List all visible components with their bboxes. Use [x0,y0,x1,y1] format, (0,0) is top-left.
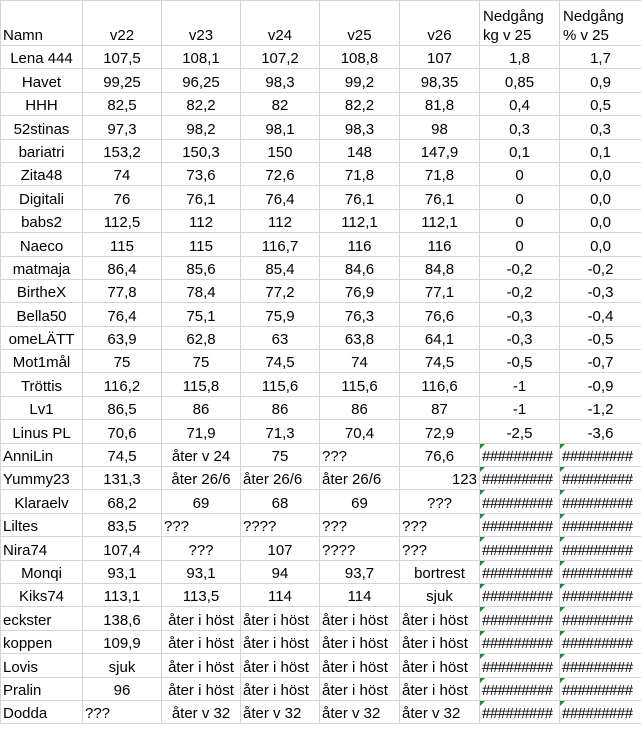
cell-v26[interactable]: 116 [400,233,480,256]
cell-loss-pct[interactable]: ######### [560,654,641,677]
cell-loss-kg[interactable]: ######### [480,560,560,583]
cell-loss-kg[interactable]: -1 [480,373,560,396]
table-row [1,350,641,373]
table-row [1,92,641,115]
cell-v26[interactable]: 81,8 [400,92,480,115]
cell-v22[interactable]: 75 [83,350,162,373]
cell-name[interactable]: Kiks74 [1,583,83,606]
cell-v22[interactable]: 115 [83,233,162,256]
cell-v22[interactable]: 112,5 [83,209,162,232]
cell-v24[interactable]: 74,5 [241,350,320,373]
cell-v23[interactable]: åter i höst [162,654,241,677]
header-loss-kg-line1: Nedgång [483,8,544,25]
cell-v22[interactable]: 74,5 [83,443,162,466]
cell-v26[interactable]: 76,6 [400,303,480,326]
cell-v26[interactable]: 77,1 [400,279,480,302]
cell-loss-kg[interactable]: 0,4 [480,92,560,115]
cell-v24[interactable]: 86 [241,396,320,419]
cell-v22[interactable]: ??? [83,700,162,723]
table-row [1,654,641,677]
cell-name[interactable]: Pralin [1,677,83,700]
cell-v22[interactable]: 70,6 [83,420,162,443]
cell-v25[interactable]: ??? [320,513,400,536]
cell-v23[interactable]: 112 [162,209,241,232]
cell-loss-pct[interactable]: ######### [560,700,641,723]
table-row [1,139,641,162]
table-row [1,443,641,466]
cell-v26[interactable]: åter i höst [400,677,480,700]
cell-loss-pct[interactable]: ######### [560,677,641,700]
cell-v22[interactable]: 83,5 [83,513,162,536]
cell-loss-kg[interactable]: 0,85 [480,69,560,92]
cell-loss-pct[interactable]: 0,5 [560,92,641,115]
cell-v24[interactable]: ???? [241,513,320,536]
cell-v26[interactable]: ??? [400,490,480,513]
cell-v23[interactable]: ??? [162,513,241,536]
cell-v24[interactable]: 63 [241,326,320,349]
cell-name[interactable]: AnniLin [1,443,83,466]
cell-loss-kg[interactable]: -0,2 [480,256,560,279]
cell-loss-pct[interactable]: -0,2 [560,256,641,279]
table-row [1,326,641,349]
cell-v24[interactable]: 114 [241,583,320,606]
cell-v22[interactable]: 99,25 [83,69,162,92]
cell-v22[interactable]: 138,6 [83,607,162,630]
table-row [1,467,641,490]
cell-loss-kg[interactable]: ######### [480,443,560,466]
cell-name[interactable]: Digitali [1,186,83,209]
cell-v25[interactable]: 76,9 [320,279,400,302]
cell-v23[interactable]: 73,6 [162,162,241,185]
cell-loss-pct[interactable]: 0,0 [560,186,641,209]
cell-loss-kg[interactable]: ######### [480,630,560,653]
cell-loss-pct[interactable]: -0,7 [560,350,641,373]
cell-name[interactable]: BirtheX [1,279,83,302]
cell-loss-pct[interactable]: ######### [560,607,641,630]
cell-v23[interactable]: 150,3 [162,139,241,162]
cell-v22[interactable]: 74 [83,162,162,185]
cell-loss-kg[interactable]: ######### [480,654,560,677]
cell-v26[interactable]: 147,9 [400,139,480,162]
cell-loss-pct[interactable]: -0,9 [560,373,641,396]
header-name[interactable]: Namn [1,1,83,46]
cell-v24[interactable]: 112 [241,209,320,232]
cell-name[interactable]: eckster [1,607,83,630]
cell-v24[interactable]: åter i höst [241,654,320,677]
cell-name[interactable]: Havet [1,69,83,92]
cell-v24[interactable]: 77,2 [241,279,320,302]
cell-loss-kg[interactable]: -0,5 [480,350,560,373]
cell-v25[interactable]: 86 [320,396,400,419]
cell-v22[interactable]: 109,9 [83,630,162,653]
cell-v23[interactable]: 96,25 [162,69,241,92]
cell-name[interactable]: matmaja [1,256,83,279]
header-v26[interactable]: v26 [400,1,480,46]
cell-v25[interactable]: 74 [320,350,400,373]
cell-loss-kg[interactable]: -0,2 [480,279,560,302]
cell-v24[interactable]: 76,4 [241,186,320,209]
cell-loss-pct[interactable]: 0,9 [560,69,641,92]
cell-loss-kg[interactable]: 1,8 [480,46,560,69]
cell-loss-kg[interactable]: -1 [480,396,560,419]
cell-v25[interactable]: åter v 32 [320,700,400,723]
cell-loss-pct[interactable]: 0,0 [560,233,641,256]
cell-v26[interactable]: åter i höst [400,654,480,677]
cell-v23[interactable]: 108,1 [162,46,241,69]
cell-v25[interactable]: 69 [320,490,400,513]
cell-v25[interactable]: 76,3 [320,303,400,326]
cell-v25[interactable]: ??? [320,443,400,466]
header-v23[interactable]: v23 [162,1,241,46]
cell-v25[interactable]: 148 [320,139,400,162]
cell-v26[interactable]: åter i höst [400,607,480,630]
cell-v22[interactable]: 76 [83,186,162,209]
cell-v23[interactable]: 86 [162,396,241,419]
cell-v25[interactable]: åter i höst [320,677,400,700]
table-row [1,396,641,419]
cell-loss-kg[interactable]: 0 [480,186,560,209]
cell-v23[interactable]: 82,2 [162,92,241,115]
cell-loss-kg[interactable]: ######### [480,700,560,723]
cell-v24[interactable]: 107,2 [241,46,320,69]
cell-v25[interactable]: 99,2 [320,69,400,92]
cell-v26[interactable]: åter i höst [400,630,480,653]
cell-v23[interactable]: 115,8 [162,373,241,396]
cell-v24[interactable]: åter i höst [241,677,320,700]
cell-loss-kg[interactable]: ######### [480,537,560,560]
cell-loss-pct[interactable]: ######### [560,537,641,560]
cell-v23[interactable]: åter i höst [162,677,241,700]
cell-v24[interactable]: 98,3 [241,69,320,92]
cell-loss-pct[interactable]: 1,7 [560,46,641,69]
table-row [1,162,641,185]
table-row [1,607,641,630]
cell-name[interactable]: babs2 [1,209,83,232]
cell-v24[interactable]: 82 [241,92,320,115]
cell-v26[interactable]: 64,1 [400,326,480,349]
cell-v25[interactable]: 114 [320,583,400,606]
table-row [1,233,641,256]
cell-v26[interactable]: bortrest [400,560,480,583]
cell-loss-pct[interactable]: ######### [560,513,641,536]
header-v22[interactable]: v22 [83,1,162,46]
cell-v26[interactable]: 76,6 [400,443,480,466]
cell-v24[interactable]: 107 [241,537,320,560]
cell-name[interactable]: Klaraelv [1,490,83,513]
table-row [1,420,641,443]
cell-v22[interactable]: 77,8 [83,279,162,302]
cell-v22[interactable]: 107,4 [83,537,162,560]
cell-v26[interactable]: 87 [400,396,480,419]
cell-loss-pct[interactable]: ######### [560,560,641,583]
cell-v22[interactable]: 116,2 [83,373,162,396]
table-row [1,560,641,583]
cell-v23[interactable]: åter i höst [162,630,241,653]
cell-loss-pct[interactable]: -3,6 [560,420,641,443]
cell-loss-kg[interactable]: 0,1 [480,139,560,162]
cell-name[interactable]: Nira74 [1,537,83,560]
header-row [1,1,641,46]
cell-v25[interactable]: 63,8 [320,326,400,349]
cell-v22[interactable]: 93,1 [83,560,162,583]
cell-v26[interactable]: sjuk [400,583,480,606]
cell-loss-pct[interactable]: 0,0 [560,209,641,232]
cell-loss-kg[interactable]: 0 [480,162,560,185]
cell-v24[interactable]: 72,6 [241,162,320,185]
cell-v25[interactable]: 112,1 [320,209,400,232]
cell-name[interactable]: Monqi [1,560,83,583]
cell-v24[interactable]: 116,7 [241,233,320,256]
cell-loss-pct[interactable]: 0,0 [560,162,641,185]
cell-v23[interactable]: 71,9 [162,420,241,443]
cell-v23[interactable]: 62,8 [162,326,241,349]
table-row [1,537,641,560]
cell-v26[interactable]: 112,1 [400,209,480,232]
cell-v23[interactable]: 76,1 [162,186,241,209]
cell-name[interactable]: Yummy23 [1,467,83,490]
cell-v22[interactable]: 96 [83,677,162,700]
cell-v26[interactable]: åter v 32 [400,700,480,723]
cell-v23[interactable]: 113,5 [162,583,241,606]
cell-name[interactable]: Naeco [1,233,83,256]
cell-v24[interactable]: åter i höst [241,630,320,653]
table-row [1,677,641,700]
header-v25[interactable]: v25 [320,1,400,46]
cell-v23[interactable]: 98,2 [162,116,241,139]
cell-name[interactable]: bariatri [1,139,83,162]
cell-name[interactable]: Lena 444 [1,46,83,69]
cell-v26[interactable]: 72,9 [400,420,480,443]
cell-v22[interactable]: 86,5 [83,396,162,419]
cell-v23[interactable]: 75,1 [162,303,241,326]
cell-v22[interactable]: 76,4 [83,303,162,326]
cell-v26[interactable]: 123 [400,467,480,490]
cell-v25[interactable]: 98,3 [320,116,400,139]
cell-v22[interactable]: 82,5 [83,92,162,115]
cell-name[interactable]: Mot1mål [1,350,83,373]
cell-v26[interactable]: 116,6 [400,373,480,396]
cell-v24[interactable]: 115,6 [241,373,320,396]
cell-v24[interactable]: åter 26/6 [241,467,320,490]
cell-loss-kg[interactable]: -0,3 [480,303,560,326]
cell-name[interactable]: Bella50 [1,303,83,326]
cell-v22[interactable]: 68,2 [83,490,162,513]
cell-v25[interactable]: 70,4 [320,420,400,443]
table-row [1,513,641,536]
table-row [1,46,641,69]
cell-loss-kg[interactable]: 0 [480,233,560,256]
cell-name[interactable]: Zita48 [1,162,83,185]
cell-loss-kg[interactable]: ######### [480,677,560,700]
cell-v25[interactable]: 93,7 [320,560,400,583]
table-row [1,700,641,723]
cell-v24[interactable]: 68 [241,490,320,513]
cell-v23[interactable]: åter i höst [162,607,241,630]
cell-v24[interactable]: 85,4 [241,256,320,279]
cell-name[interactable]: Linus PL [1,420,83,443]
cell-loss-pct[interactable]: ######### [560,630,641,653]
cell-v25[interactable]: 84,6 [320,256,400,279]
cell-loss-pct[interactable]: ######### [560,583,641,606]
table-row [1,630,641,653]
cell-v22[interactable]: 86,4 [83,256,162,279]
table-row [1,256,641,279]
cell-loss-pct[interactable]: ######### [560,467,641,490]
cell-v23[interactable]: åter 26/6 [162,467,241,490]
table-row [1,279,641,302]
header-loss-kg[interactable] [480,1,560,46]
cell-name[interactable]: Dodda [1,700,83,723]
header-loss-pct-line2: % v 25 [563,27,609,44]
cell-v23[interactable]: 75 [162,350,241,373]
cell-v26[interactable]: 76,1 [400,186,480,209]
cell-name[interactable]: koppen [1,630,83,653]
header-v24[interactable]: v24 [241,1,320,46]
cell-v23[interactable]: åter v 32 [162,700,241,723]
cell-v22[interactable]: sjuk [83,654,162,677]
cell-v25[interactable]: 82,2 [320,92,400,115]
cell-v25[interactable]: åter i höst [320,607,400,630]
cell-name[interactable]: 52stinas [1,116,83,139]
cell-loss-pct[interactable]: ######### [560,443,641,466]
cell-v24[interactable]: 71,3 [241,420,320,443]
header-loss-kg-line2: kg v 25 [483,27,532,44]
table-row [1,116,641,139]
cell-loss-kg[interactable]: -2,5 [480,420,560,443]
cell-name[interactable]: Tröttis [1,373,83,396]
cell-loss-pct[interactable]: ######### [560,490,641,513]
cell-v25[interactable]: 116 [320,233,400,256]
cell-loss-kg[interactable]: -0,3 [480,326,560,349]
cell-loss-kg[interactable]: 0 [480,209,560,232]
cell-v25[interactable]: 71,8 [320,162,400,185]
table-row [1,69,641,92]
cell-v23[interactable]: 93,1 [162,560,241,583]
header-loss-pct[interactable] [560,1,641,46]
cell-v23[interactable]: 115 [162,233,241,256]
cell-v26[interactable]: 74,5 [400,350,480,373]
table-row [1,490,641,513]
cell-v23[interactable]: ??? [162,537,241,560]
cell-v25[interactable]: åter i höst [320,654,400,677]
table-row [1,186,641,209]
cell-v26[interactable]: 98,35 [400,69,480,92]
header-loss-pct-line1: Nedgång [563,8,624,25]
cell-name[interactable]: HHH [1,92,83,115]
cell-loss-pct[interactable]: -0,5 [560,326,641,349]
cell-v25[interactable]: åter i höst [320,630,400,653]
cell-v23[interactable]: 69 [162,490,241,513]
cell-v24[interactable]: åter i höst [241,607,320,630]
table-row [1,373,641,396]
cell-loss-kg[interactable]: ######### [480,490,560,513]
cell-v25[interactable]: ???? [320,537,400,560]
cell-v22[interactable]: 113,1 [83,583,162,606]
cell-v24[interactable]: 150 [241,139,320,162]
cell-loss-pct[interactable]: 0,1 [560,139,641,162]
cell-v26[interactable]: ??? [400,537,480,560]
cell-v25[interactable]: 76,1 [320,186,400,209]
cell-v23[interactable]: 85,6 [162,256,241,279]
cell-loss-kg[interactable]: 0,3 [480,116,560,139]
cell-v22[interactable]: 131,3 [83,467,162,490]
cell-loss-pct[interactable]: 0,3 [560,116,641,139]
table-row [1,583,641,606]
cell-v25[interactable]: 115,6 [320,373,400,396]
cell-v22[interactable]: 107,5 [83,46,162,69]
cell-loss-pct[interactable]: -0,4 [560,303,641,326]
cell-v26[interactable]: 107 [400,46,480,69]
cell-v24[interactable]: åter v 32 [241,700,320,723]
cell-v25[interactable]: åter 26/6 [320,467,400,490]
cell-loss-kg[interactable]: ######### [480,607,560,630]
cell-loss-kg[interactable]: ######### [480,467,560,490]
cell-loss-pct[interactable]: -0,3 [560,279,641,302]
cell-v26[interactable]: 84,8 [400,256,480,279]
cell-v24[interactable]: 98,1 [241,116,320,139]
table-row [1,209,641,232]
cell-v22[interactable]: 97,3 [83,116,162,139]
cell-v26[interactable]: 98 [400,116,480,139]
cell-v24[interactable]: 75 [241,443,320,466]
cell-v23[interactable]: åter v 24 [162,443,241,466]
cell-name[interactable]: Liltes [1,513,83,536]
cell-v23[interactable]: 78,4 [162,279,241,302]
cell-loss-kg[interactable]: ######### [480,583,560,606]
table-row [1,303,641,326]
cell-v24[interactable]: 75,9 [241,303,320,326]
cell-v22[interactable]: 153,2 [83,139,162,162]
cell-v26[interactable]: 71,8 [400,162,480,185]
cell-v22[interactable]: 63,9 [83,326,162,349]
cell-name[interactable]: omeLÄTT [1,326,83,349]
cell-v26[interactable]: ??? [400,513,480,536]
cell-v25[interactable]: 108,8 [320,46,400,69]
cell-loss-pct[interactable]: -1,2 [560,396,641,419]
cell-loss-kg[interactable]: ######### [480,513,560,536]
cell-v24[interactable]: 94 [241,560,320,583]
cell-name[interactable]: Lovis [1,654,83,677]
cell-name[interactable]: Lv1 [1,396,83,419]
